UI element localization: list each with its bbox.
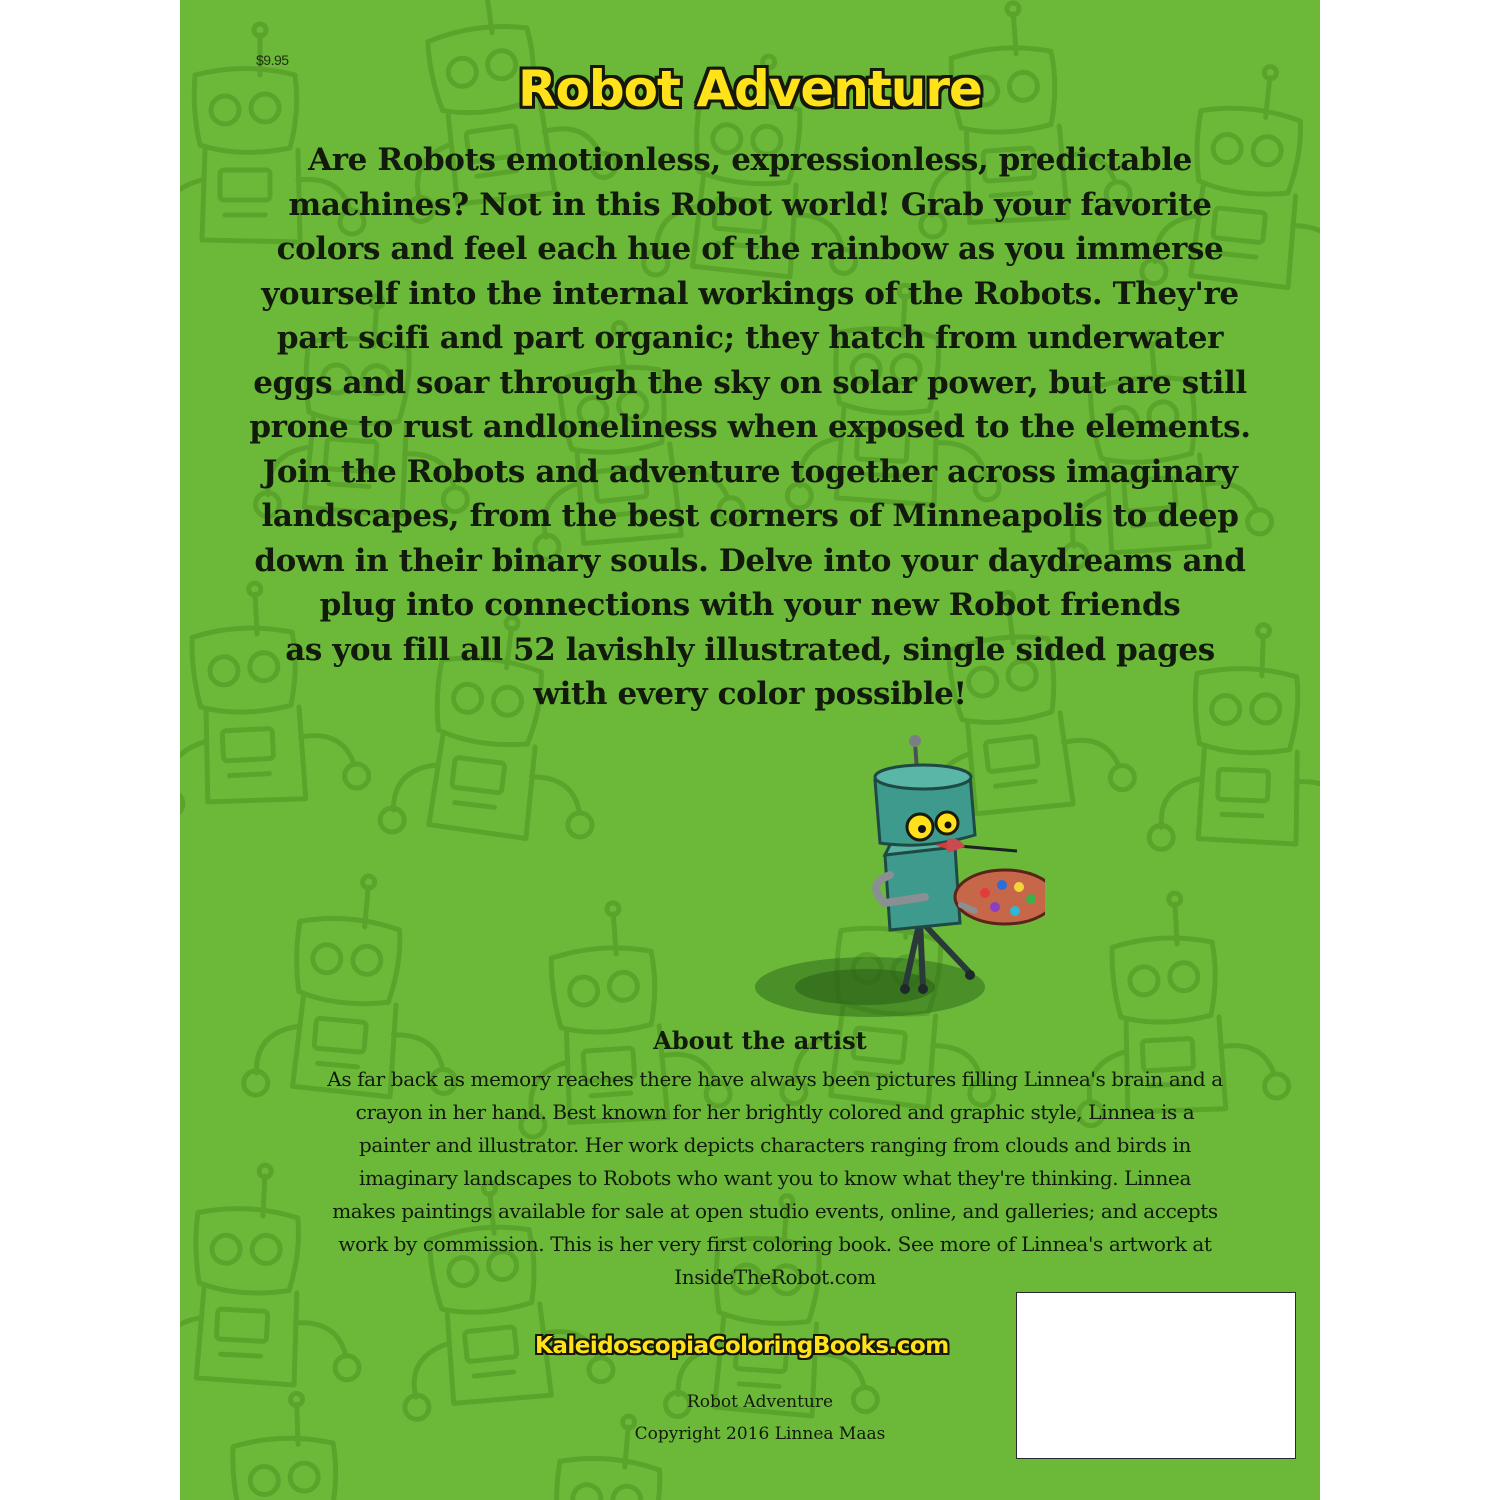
description-line: eggs and soar through the sky on solar power, but are still [253,364,1247,401]
book-description [235,138,1265,717]
about-line: makes paintings available for sale at open studio events, online, and galleries; and accepts [332,1199,1218,1223]
description-line: landscapes, from the best corners of Minneapolis to deep [261,498,1239,534]
price-label: $9.95 [256,52,289,68]
description-line: with every color possible! [533,676,967,712]
about-line: As far back as memory reaches there have always been pictures filling Linnea's brain and a [327,1067,1223,1091]
description-line: as you fill all 52 lavishly illustrated, single sided pages [285,631,1215,668]
description-line: plug into connections with your new Robot friends [319,587,1181,623]
copyright-notice: Copyright 2016 Linnea Maas [634,1424,886,1444]
about-heading: About the artist [653,1026,867,1055]
about-text [250,1063,1300,1294]
description-line: colors and feel each hue of the rainbow as you immerse [276,231,1224,267]
description-line: Are Robots emotionless, expressionless, predictable [308,142,1192,178]
description-line: yourself into the internal workings of the Robots. They're [261,275,1239,312]
barcode-area [1016,1292,1296,1459]
painting-robot-illustration [685,725,1045,1025]
book-title: Robot Adventure [518,60,982,118]
description-line: prone to rust andloneliness when exposed to the elements. [249,409,1251,445]
description-line: Join the Robots and adventure together across imaginary [262,453,1238,490]
about-line: InsideTheRobot.com [674,1265,876,1289]
about-line: painter and illustrator. Her work depicts characters ranging from clouds and birds in [359,1133,1191,1157]
about-line: work by commission. This is her very first coloring book. See more of Linnea's artwork at [338,1232,1212,1256]
about-line: imaginary landscapes to Robots who want you to know what they're thinking. Linnea [359,1166,1191,1190]
publisher-website: KaleidoscopiaColoringBooks.com [535,1333,949,1359]
footer-book-title: Robot Adventure [686,1392,834,1412]
book-back-cover [180,0,1320,1500]
description-line: part scifi and part organic; they hatch from underwater [276,320,1224,356]
description-line: down in their binary souls. Delve into your daydreams and [254,542,1246,579]
about-line: crayon in her hand. Best known for her brightly colored and graphic style, Linnea is a [355,1100,1195,1124]
description-line: machines? Not in this Robot world! Grab your favorite [288,186,1212,223]
